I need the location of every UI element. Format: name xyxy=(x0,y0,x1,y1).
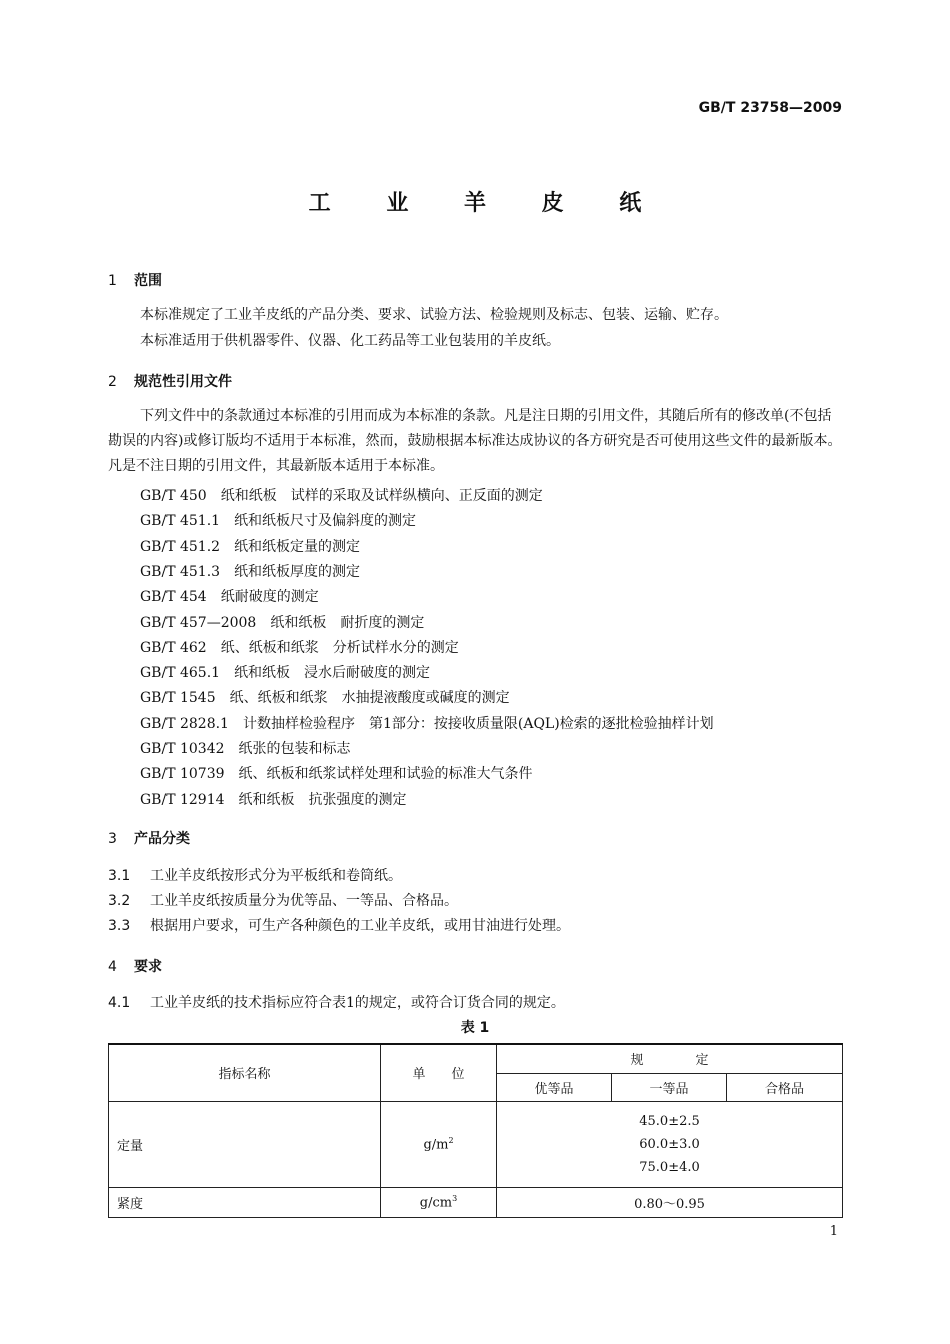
reference-title: 纸和纸板 耐折度的测定 xyxy=(270,614,425,631)
value-line: 45.0±2.5 xyxy=(639,1113,700,1129)
reference-title: 纸和纸板尺寸及偏斜度的测定 xyxy=(234,513,417,530)
reference-title: 纸、纸板和纸浆试样处理和试验的标准大气条件 xyxy=(238,766,533,783)
unit-text: g/cm xyxy=(419,1195,453,1211)
reference-item xyxy=(140,612,424,632)
header-spec: 规 定 xyxy=(497,1044,843,1073)
reference-item xyxy=(140,763,533,783)
paragraph: 本标准适用于供机器零件、仪器、化工药品等工业包装用的羊皮纸。 xyxy=(140,333,560,349)
section-title: 范围 xyxy=(134,273,162,289)
reference-code: GB/T 462 xyxy=(140,639,207,656)
section-heading-4 xyxy=(108,956,162,976)
value-line: 60.0±3.0 xyxy=(639,1136,700,1152)
section-number: 1 xyxy=(108,273,117,289)
table-caption: 表 1 xyxy=(460,1020,490,1036)
reference-code: GB/T 454 xyxy=(140,589,207,606)
page-number: 1 xyxy=(829,1224,838,1239)
row-name: 紧度 xyxy=(109,1187,381,1217)
unit-exponent: 3 xyxy=(452,1193,458,1203)
reference-item xyxy=(140,713,714,733)
clause-number: 3.2 xyxy=(108,893,131,909)
clause-text: 工业羊皮纸按质量分为优等品、一等品、合格品。 xyxy=(150,893,458,909)
reference-title: 纸和纸板定量的测定 xyxy=(234,538,361,555)
reference-title: 纸和纸板 试样的采取及试样纵横向、正反面的测定 xyxy=(220,488,543,504)
section-title: 规范性引用文件 xyxy=(134,374,232,390)
reference-title: 纸和纸板 浸水后耐破度的测定 xyxy=(234,665,431,682)
clause-text: 工业羊皮纸的技术指标应符合表1的规定，或符合订货合同的规定。 xyxy=(150,995,565,1011)
reference-item xyxy=(140,510,416,530)
clause-3-2 xyxy=(108,890,458,910)
unit-exponent: 2 xyxy=(448,1135,454,1145)
clause-number: 4.1 xyxy=(108,995,131,1011)
reference-code: GB/T 10342 xyxy=(140,741,225,757)
clause-number: 3.3 xyxy=(108,918,131,934)
section-title: 要求 xyxy=(134,959,162,975)
reference-title: 纸、纸板和纸浆 分析试样水分的测定 xyxy=(220,639,459,656)
unit-text: g/m xyxy=(423,1137,449,1153)
reference-code: GB/T 10739 xyxy=(140,766,225,783)
reference-item xyxy=(140,586,319,606)
section-heading-3 xyxy=(108,828,190,848)
paragraph: 本标准规定了工业羊皮纸的产品分类、要求、试验方法、检验规则及标志、包装、运输、贮存。 xyxy=(140,307,728,323)
reference-title: 纸和纸板 抗张强度的测定 xyxy=(238,791,407,808)
header-grade-premium: 优等品 xyxy=(497,1073,612,1101)
section-heading-2 xyxy=(108,371,232,391)
reference-code: GB/T 465.1 xyxy=(140,665,221,682)
clause-3-1 xyxy=(108,865,402,885)
reference-code: GB/T 451.1 xyxy=(140,513,221,530)
header-grade-first: 一等品 xyxy=(612,1073,727,1101)
section-number: 4 xyxy=(108,959,117,975)
table-row xyxy=(109,1101,843,1187)
row-values: 0.80～0.95 xyxy=(497,1187,843,1217)
clause-number: 3.1 xyxy=(108,868,131,884)
reference-item xyxy=(140,561,360,581)
row-unit xyxy=(381,1101,497,1187)
reference-title: 纸、纸板和纸浆 水抽提液酸度或碱度的测定 xyxy=(229,690,510,707)
reference-item xyxy=(140,485,543,505)
reference-code: GB/T 451.3 xyxy=(140,563,221,580)
reference-title: 计数抽样检验程序 第1部分：按接收质量限(AQL)检索的逐批检验抽样计划 xyxy=(242,715,714,732)
header-grade-qualified: 合格品 xyxy=(727,1073,843,1101)
intro-paragraph: 下列文件中的条款通过本标准的引用而成为本标准的条款。凡是注日期的引用文件，其随后所有的修改单(不包括勘误的内容)或修订版均不适用于本标准，然而，鼓励根据本标准达成协议的各方研究是否可使用这些文件的最新版本。凡是不注日期的引用文件，其最新版本适用于本标准。 xyxy=(108,408,842,474)
reference-item xyxy=(140,687,510,707)
reference-title: 纸和纸板厚度的测定 xyxy=(234,563,361,580)
spec-table xyxy=(108,1043,843,1218)
clause-text: 工业羊皮纸按形式分为平板纸和卷筒纸。 xyxy=(150,868,402,884)
section-number: 3 xyxy=(108,831,117,847)
row-unit xyxy=(381,1187,497,1217)
reference-code: GB/T 12914 xyxy=(140,791,225,808)
value-line: 75.0±4.0 xyxy=(639,1159,700,1175)
clause-3-3 xyxy=(108,915,570,935)
row-values xyxy=(497,1101,843,1187)
clause-4-1 xyxy=(108,992,565,1012)
section-heading-1 xyxy=(108,270,162,290)
reference-code: GB/T 450 xyxy=(140,488,207,504)
row-name: 定量 xyxy=(109,1101,381,1187)
reference-item xyxy=(140,536,360,556)
reference-code: GB/T 2828.1 xyxy=(140,715,229,732)
reference-code: GB/T 1545 xyxy=(140,690,216,707)
section-title: 产品分类 xyxy=(134,831,190,847)
reference-code: GB/T 457—2008 xyxy=(140,614,257,631)
reference-item xyxy=(140,789,407,809)
standard-number: GB/T 23758—2009 xyxy=(698,100,842,116)
header-unit: 单 位 xyxy=(381,1044,497,1101)
clause-text: 根据用户要求，可生产各种颜色的工业羊皮纸，或用甘油进行处理。 xyxy=(150,918,570,934)
document-title: 工 业 羊 皮 纸 xyxy=(308,191,666,216)
table-row xyxy=(109,1187,843,1217)
reference-title: 纸张的包装和标志 xyxy=(238,741,351,757)
reference-item xyxy=(140,738,351,758)
section-number: 2 xyxy=(108,374,117,390)
reference-item xyxy=(140,662,430,682)
reference-code: GB/T 451.2 xyxy=(140,538,221,555)
reference-title: 纸耐破度的测定 xyxy=(220,589,319,606)
header-indicator-name: 指标名称 xyxy=(109,1044,381,1101)
reference-item xyxy=(140,637,459,657)
